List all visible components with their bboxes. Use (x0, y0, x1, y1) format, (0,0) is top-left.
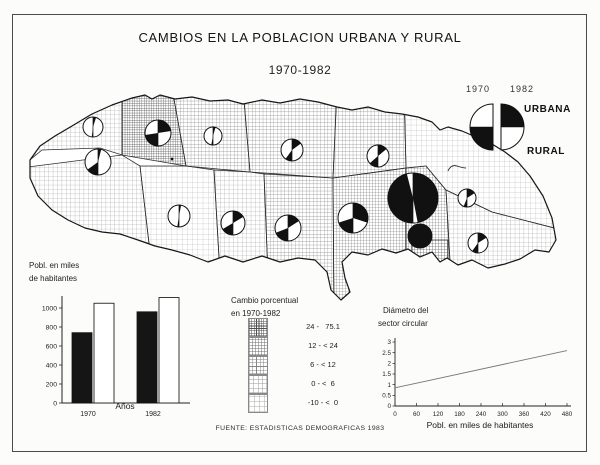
map-pie-p2 (85, 149, 111, 175)
classlegend-swatch-4 (248, 375, 268, 394)
bar-y-tick-label: 400 (45, 362, 57, 370)
legend-year-1970: 1970 (465, 84, 491, 94)
classlegend-swatch-3 (248, 356, 268, 375)
legend-year-1982: 1982 (509, 84, 535, 94)
bar-rural-1982 (159, 298, 179, 403)
diam-x-tick-label: 300 (497, 411, 508, 418)
map-pie-p6 (367, 145, 389, 167)
diameter-scale-chart (382, 338, 572, 418)
diam-y-tick-label: 2 (387, 360, 391, 368)
diam-x-tick-label: 180 (454, 411, 465, 418)
diam-y-tick-label: 1.5 (382, 371, 391, 379)
figure-title: CAMBIOS EN LA POBLACION URBANA Y RURAL (138, 30, 462, 45)
classlegend-label-5: -10 - < 0 (307, 398, 339, 407)
classlegend-swatch-2 (248, 337, 268, 356)
source-note: FUENTE: ESTADISTICAS DEMOGRAFICAS 1983 (215, 425, 385, 432)
map-pie-p5 (281, 139, 303, 161)
diam-x-tick-label: 480 (561, 411, 573, 418)
diam-y-tick-label: 1 (387, 381, 391, 389)
diam-y-tick-label: 0 (387, 403, 391, 411)
pie-legend-symbol (470, 104, 524, 150)
bar-y-tick-label: 200 (45, 381, 57, 389)
classlegend-label-3: 6 - < 12 (310, 360, 336, 369)
classlegend-label-4: 0 - < 6 (311, 379, 335, 388)
barchart-ylabel-line2: de habitantes (29, 274, 78, 283)
diamchart-title-line2: sector circular (378, 319, 428, 328)
classlegend-swatch-1 (248, 318, 268, 337)
diam-x-tick-label: 0 (393, 411, 397, 418)
diam-y-tick-label: 3 (387, 339, 391, 347)
bar-urbana-1982 (137, 312, 157, 403)
classlegend-title-line1: Cambio porcentual (231, 296, 299, 305)
pie-full-urban (408, 224, 432, 248)
classlegend-label-2: 12 - < 24 (308, 341, 338, 350)
map-pie-p8 (168, 205, 190, 227)
map-pie-p7 (458, 189, 476, 207)
map-pie-p9 (221, 211, 245, 235)
bar-urbana-1970 (72, 333, 92, 403)
map-pie-p14 (468, 233, 488, 253)
barchart-ylabel-line1: Pobl. en miles (29, 261, 80, 270)
bar-y-tick-label: 800 (45, 324, 57, 332)
parish-region (333, 88, 406, 178)
diamchart-title-line1: Diámetro del (383, 306, 429, 315)
bar-rural-1970 (94, 303, 114, 403)
classlegend-label-1: 24 - 75.1 (306, 322, 340, 331)
diam-x-tick-label: 420 (540, 411, 551, 418)
classlegend-title-line2: en 1970-1982 (231, 309, 281, 318)
bar-y-tick-label: 0 (53, 400, 57, 408)
diam-x-tick-label: 60 (412, 411, 421, 418)
bar-category-label: 1970 (80, 411, 96, 418)
diam-y-tick-label: 0.5 (382, 392, 391, 400)
classlegend-swatch-5 (248, 394, 268, 413)
map-pie-p12 (388, 173, 438, 223)
diam-x-tick-label: 120 (432, 411, 444, 418)
parish-region (264, 174, 334, 315)
diam-y-tick-label: 2.5 (382, 349, 391, 357)
bar-y-tick-label: 600 (45, 343, 57, 351)
population-bar-chart (42, 296, 190, 418)
legend-urbana-label: URBANA (524, 104, 571, 115)
diamchart-xlabel: Pobl. en miles de habitantes (426, 420, 534, 430)
map-pie-p3 (145, 120, 171, 146)
diam-x-tick-label: 360 (518, 411, 530, 418)
diam-scale-line (395, 351, 567, 388)
legend-rural-label: RURAL (527, 146, 565, 157)
map-pie-p10 (275, 215, 301, 241)
bar-category-label: 1982 (145, 411, 161, 418)
classlegend-swatch-column (248, 318, 268, 413)
map-pie-p11 (338, 203, 368, 233)
map-pie-p1 (83, 117, 103, 137)
map-dot (171, 158, 174, 161)
map-pie-p13 (408, 224, 432, 248)
bar-y-tick-label: 1000 (41, 305, 57, 313)
barchart-xlabel: Años (115, 401, 135, 411)
map-pie-p4 (204, 127, 222, 145)
diam-x-tick-label: 240 (475, 411, 487, 418)
figure-subtitle: 1970-1982 (268, 63, 332, 77)
